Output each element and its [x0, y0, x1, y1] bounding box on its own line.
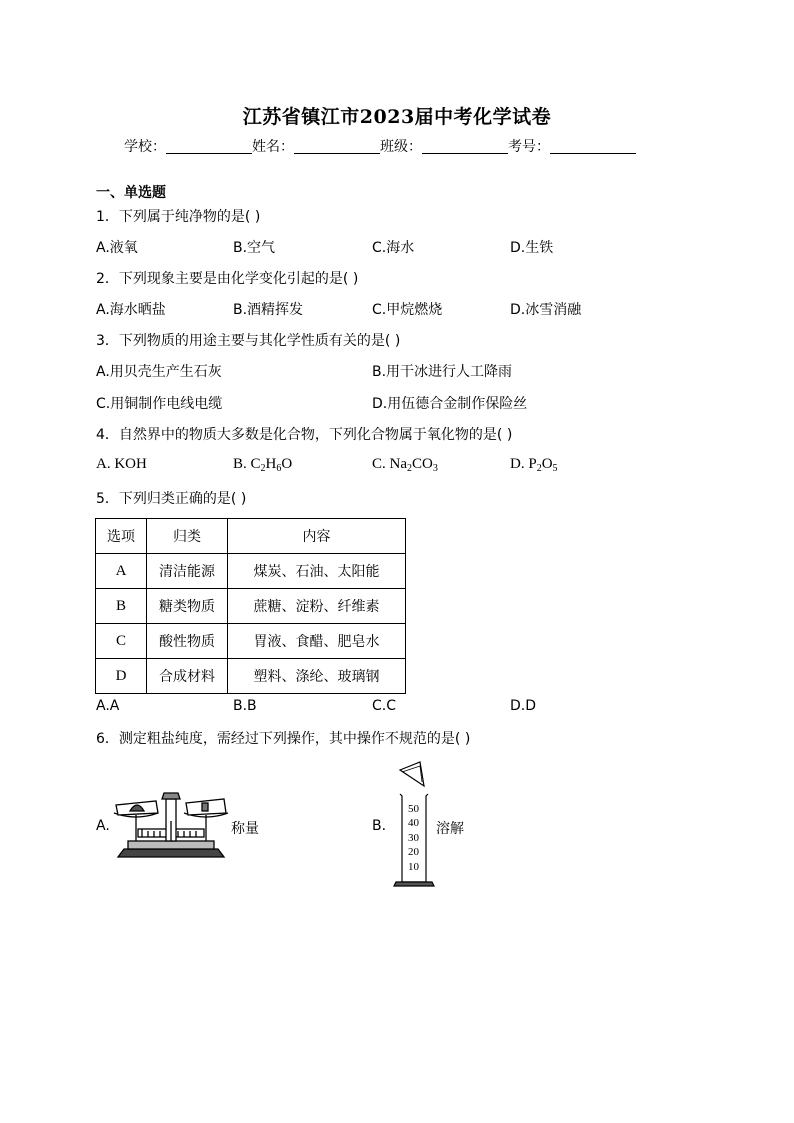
name-blank	[294, 139, 380, 154]
table-cell: 糖类物质	[147, 589, 228, 624]
formula-subscript: 5	[552, 463, 558, 474]
table-row	[96, 554, 406, 589]
question-2-option-a: A.海水晒盐	[96, 302, 166, 318]
table-cell: C	[96, 624, 147, 659]
question-1-option-a: A.液氧	[96, 240, 138, 256]
table-cell: B	[96, 589, 147, 624]
cylinder-tick-label: 50	[408, 803, 419, 815]
table-row	[96, 624, 406, 659]
question-2-option-c: C.甲烷燃烧	[372, 302, 443, 318]
question-5-option-a: A.A	[96, 698, 120, 714]
option-prefix: B.	[233, 456, 251, 472]
table-header-cell: 归类	[147, 519, 228, 554]
school-blank	[166, 139, 252, 154]
balance-scale-illustration	[106, 785, 236, 865]
question-3-option-b: B.用干冰进行人工降雨	[372, 364, 513, 380]
table-header-cell: 内容	[228, 519, 406, 554]
cylinder-tick-label: 30	[408, 831, 419, 844]
question-6-option-a-prefix: A.	[96, 818, 110, 834]
section-title: 一、单选题	[96, 185, 166, 201]
formula-part: C	[250, 456, 261, 472]
question-6-stem: 6．测定粗盐纯度，需经过下列操作，其中操作不规范的是( )	[96, 731, 471, 747]
formula-part: CO	[412, 456, 433, 472]
formula-part: P	[528, 456, 537, 472]
class-blank	[422, 139, 508, 154]
formula-subscript: 3	[432, 463, 438, 474]
question-6-option-b-prefix: B.	[372, 818, 387, 834]
table-cell: 合成材料	[147, 659, 228, 694]
question-1-option-d: D.生铁	[510, 240, 554, 256]
question-5-option-c: C.C	[372, 698, 397, 714]
question-4-option-a	[96, 456, 147, 473]
table-cell: A	[96, 554, 147, 589]
classification-table	[95, 518, 406, 694]
cylinder-scale	[408, 802, 419, 874]
formula-part: Na	[389, 456, 408, 472]
question-4-stem: 4．自然界中的物质大多数是化合物，下列化合物属于氧化物的是( )	[96, 427, 513, 443]
question-6-option-a-caption: 称量	[231, 821, 259, 837]
cylinder-tick-label: 20	[408, 846, 419, 859]
class-label: 班级：	[380, 139, 422, 155]
table-header-row	[96, 519, 406, 554]
formula-subscript: 2	[536, 463, 542, 474]
formula-part: O	[541, 456, 553, 472]
question-1-option-c: C.海水	[372, 240, 415, 256]
question-5-option-b: B.B	[233, 698, 257, 714]
table-cell: 酸性物质	[147, 624, 228, 659]
question-3-option-d: D.用伍德合金制作保险丝	[372, 396, 528, 412]
table-cell: 蔗糖、淀粉、纤维素	[228, 589, 406, 624]
question-4-option-d	[510, 456, 558, 473]
question-6-option-b-caption: 溶解	[436, 821, 464, 837]
question-5-stem: 5．下列归类正确的是( )	[96, 491, 247, 507]
student-info-line	[124, 136, 636, 156]
option-prefix: A.	[96, 456, 115, 472]
formula-subscript: 6	[276, 463, 282, 474]
table-row	[96, 659, 406, 694]
table-row	[96, 589, 406, 624]
school-label: 学校：	[124, 139, 166, 155]
table-header-cell: 选项	[96, 519, 147, 554]
question-5-option-d: D.D	[510, 698, 537, 714]
question-1-option-b: B.空气	[233, 240, 276, 256]
cylinder-tick-label: 40	[408, 817, 419, 830]
question-2-option-b: B.酒精挥发	[233, 302, 304, 318]
number-blank	[550, 139, 636, 154]
question-2-stem: 2．下列现象主要是由化学变化引起的是( )	[96, 271, 359, 287]
question-3-option-c: C.用铜制作电线电缆	[96, 396, 223, 412]
question-4-option-b	[233, 456, 292, 473]
option-prefix: C.	[372, 456, 390, 472]
question-3-option-a: A.用贝壳生产生石灰	[96, 364, 222, 380]
question-1-stem: 1．下列属于纯净物的是( )	[96, 209, 261, 225]
cylinder-tick-label: 10	[408, 860, 419, 873]
name-label: 姓名：	[252, 139, 294, 155]
number-label: 考号：	[508, 139, 550, 155]
question-4-option-c	[372, 456, 438, 473]
option-prefix: D.	[510, 456, 529, 472]
formula-part: KOH	[114, 456, 147, 472]
table-cell: 煤炭、石油、太阳能	[228, 554, 406, 589]
exam-title: 江苏省镇江市2023届中考化学试卷	[242, 106, 552, 128]
formula-subscript: 2	[260, 463, 266, 474]
formula-subscript: 2	[407, 463, 413, 474]
question-3-stem: 3．下列物质的用途主要与其化学性质有关的是( )	[96, 333, 401, 349]
question-2-option-d: D.冰雪消融	[510, 302, 582, 318]
table-cell: 清洁能源	[147, 554, 228, 589]
formula-part: H	[265, 456, 277, 472]
table-cell: 胃液、食醋、肥皂水	[228, 624, 406, 659]
table-cell: D	[96, 659, 147, 694]
formula-part: O	[281, 456, 293, 472]
table-cell: 塑料、涤纶、玻璃钢	[228, 659, 406, 694]
